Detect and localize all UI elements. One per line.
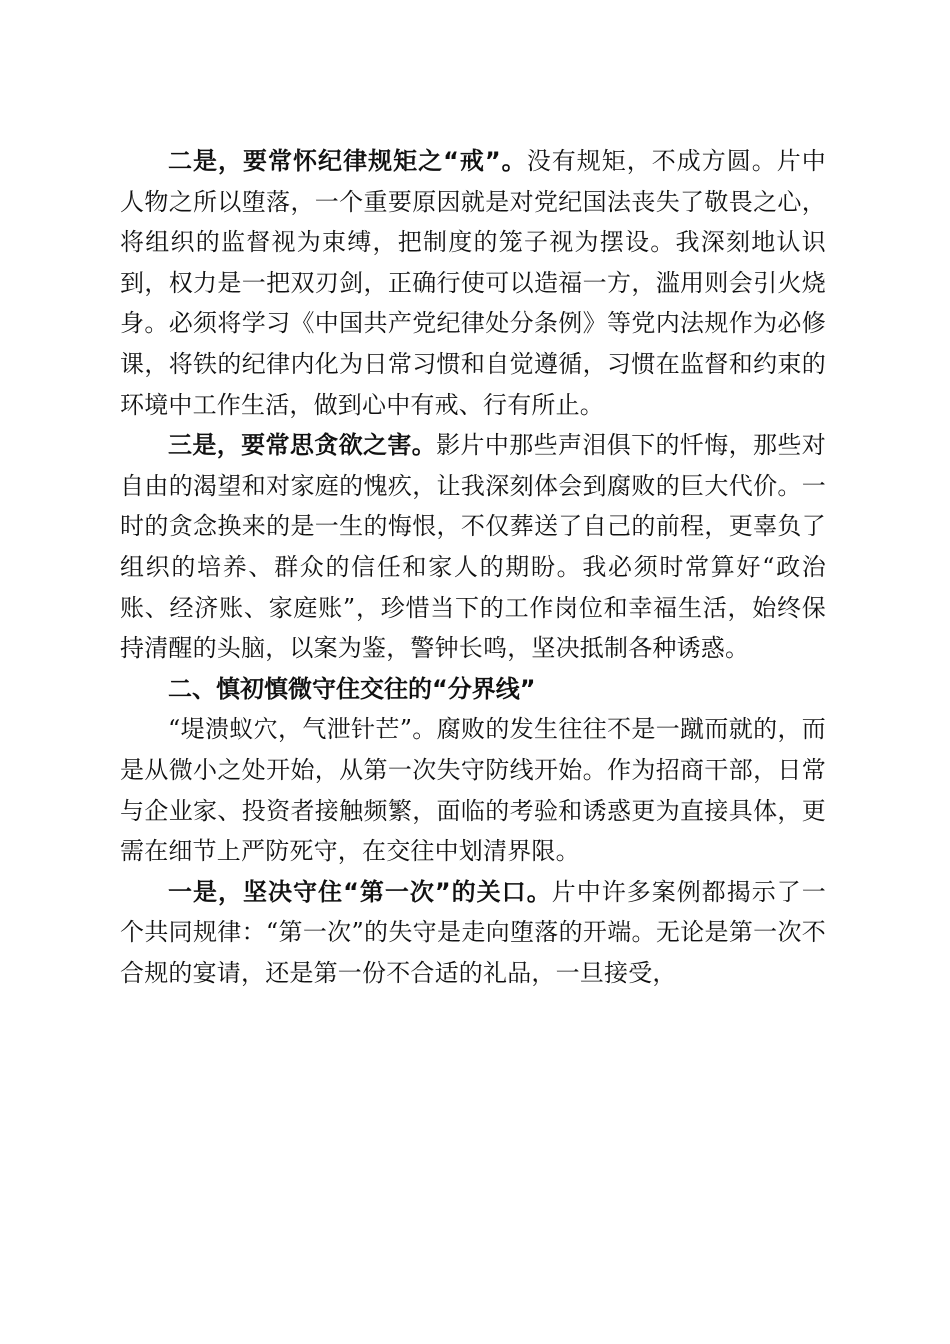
paragraph-discipline <box>120 141 826 425</box>
paragraph-first-time <box>120 872 826 994</box>
paragraph-body: 没有规矩，不成方圆。片中人物之所以堕落，一个重要原因就是对党纪国法丧失了敬畏之心，将组织的监督视为束缚，把制度的笼子视为摆设。我深刻地认识到，权力是一把双刃剑，正确行使可以造福一方，滥用则会引火烧身。必须将学习《中国共产党纪律处分条例》等党内法规作为必修课，将铁的纪律内化为日常习惯和自觉遵循，习惯在监督和约束的环境中工作生活，做到心中有戒、行有所止。 <box>120 147 827 419</box>
paragraph-body: 影片中那些声泪俱下的忏悔，那些对自由的渴望和对家庭的愧疚，让我深刻体会到腐败的巨大代价。一时的贪念换来的是一生的悔恨，不仅葬送了自己的前程，更辜负了组织的培养、群众的信任和家人的期盼。我必须时常算好“政治账、经济账、家庭账”，珍惜当下的工作岗位和幸福生活，始终保持清醒的头脑，以案为鉴，警钟长鸣，坚决抵制各种诱惑。 <box>120 431 827 663</box>
paragraph-lead: 一是，坚决守住“第一次”的关口。 <box>168 877 552 906</box>
paragraph-lead: 二是，要常怀纪律规矩之“戒”。 <box>168 147 527 175</box>
document-page <box>120 141 826 993</box>
paragraph-body: “堤溃蚁穴，气泄针芒”。腐败的发生往往不是一蹴而就的，而是从微小之处开始，从第一次失守防线开始。作为招商干部，日常与企业家、投资者接触频繁，面临的考验和诱惑更为直接具体，更需在细节上严防死守，在交往中划清界限。 <box>120 715 826 866</box>
paragraph-lead: 三是，要常思贪欲之害。 <box>168 431 437 460</box>
paragraph-greed <box>120 425 826 669</box>
paragraph-body: 片中许多案例都揭示了一个共同规律：“第一次”的失守是走向堕落的开端。无论是第一次不合规的宴请，还是第一份不合适的礼品，一旦接受， <box>120 877 826 987</box>
section-heading: 二、慎初慎微守住交往的“分界线” <box>168 674 536 703</box>
paragraph-intro <box>120 709 826 871</box>
